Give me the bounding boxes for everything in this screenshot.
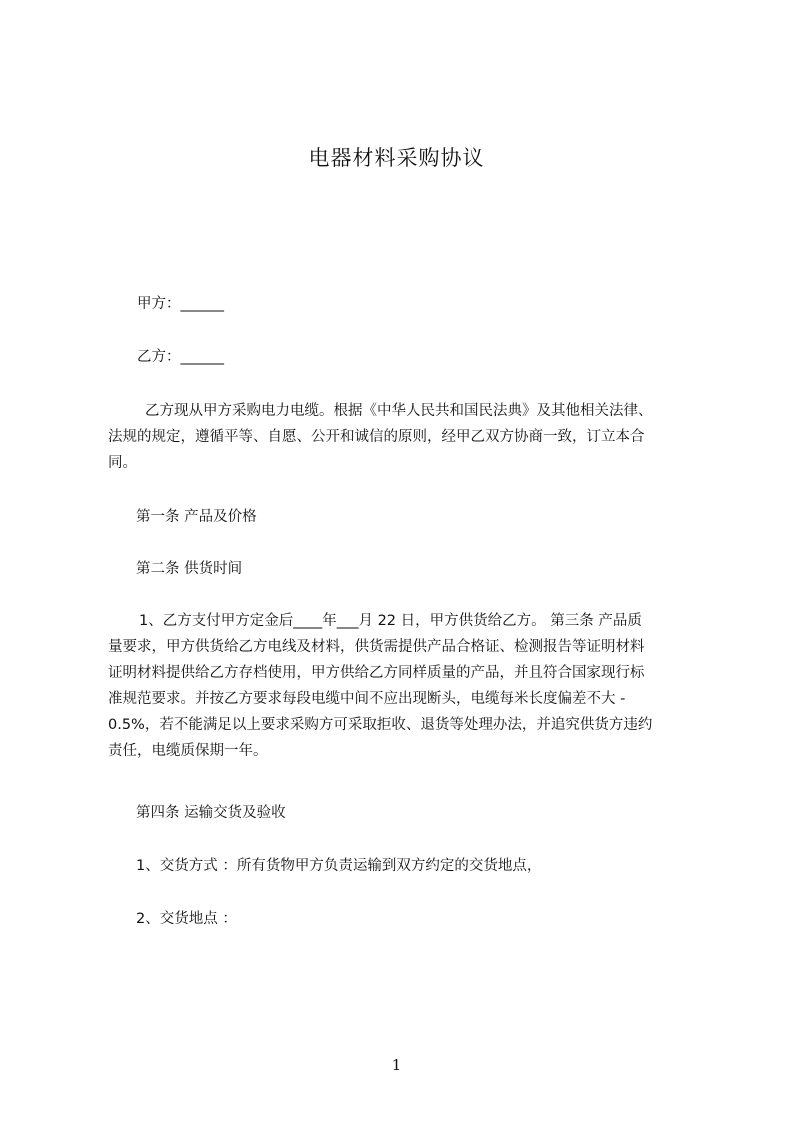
supply-line: 0.5%，若不能满足以上要求采购方可采取拒收、退货等处理办法，并追究供货方违约 [108, 717, 653, 733]
supply-line: 证明材料提供给乙方存档使用，甲方供给乙方同样质量的产品，并且符合国家现行标 [108, 665, 645, 681]
intro-line: 同。 [108, 455, 137, 471]
supply-line: 准规范要求。并按乙方要求每段电缆中间不应出现断头，电缆每米长度偏差不大 - [108, 691, 626, 707]
party-a-line: 甲方：______ [137, 296, 224, 312]
intro-line: 法规的规定，遵循平等、自愿、公开和诚信的原则，经甲乙双方协商一致，订立本合 [108, 429, 645, 445]
article-1-heading: 第一条 产品及价格 [136, 509, 257, 525]
intro-line: 乙方现从甲方采购电力电缆。根据《中华人民共和国民法典》及其他相关法律、 [145, 403, 653, 419]
supply-line: 量要求，甲方供货给乙方电线及材料，供货需提供产品合格证、检测报告等证明材料 [108, 639, 645, 655]
party-b-line: 乙方：______ [137, 349, 224, 365]
delivery-method-line: 1、交货方式 ：所有货物甲方负责运输到双方约定的交货地点， [136, 858, 542, 874]
document-title: 电器材料采购协议 [308, 146, 485, 170]
supply-line: 1、乙方支付甲方定金后____年___月 22 日，甲方供货给乙方。 第三条 产品质 [139, 613, 642, 629]
article-4-heading: 第四条 运输交货及验收 [136, 805, 286, 821]
delivery-place-line: 2、交货地点 ： [136, 911, 237, 927]
article-2-heading: 第二条 供货时间 [136, 561, 243, 577]
supply-line: 责任，电缆质保期一年。 [108, 743, 268, 759]
page-number: 1 [391, 1056, 402, 1074]
